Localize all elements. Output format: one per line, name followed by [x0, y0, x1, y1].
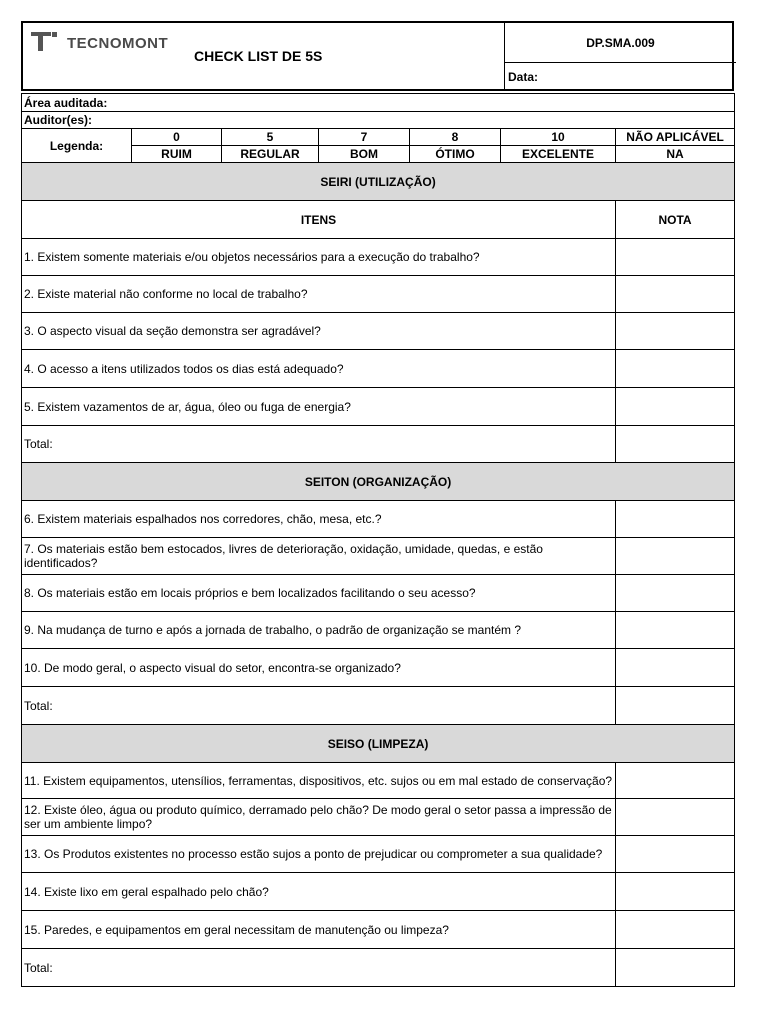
- score-input-cell[interactable]: [616, 612, 735, 649]
- area-field[interactable]: [22, 94, 735, 112]
- checklist-item-row: [22, 763, 735, 799]
- checklist-question: 7. Os materiais estão bem estocados, livres de deterioração, oxidação, umidade, quedas, e estão identificados?: [22, 538, 616, 575]
- score-input-cell[interactable]: [616, 239, 735, 276]
- score-input-cell[interactable]: [616, 649, 735, 687]
- score-input-cell[interactable]: [616, 388, 735, 426]
- checklist-question: 6. Existem materiais espalhados nos corredores, chão, mesa, etc.?: [22, 501, 616, 538]
- legend-score: 7: [319, 129, 410, 146]
- score-input-cell[interactable]: [616, 276, 735, 313]
- score-input-cell[interactable]: [616, 350, 735, 388]
- checklist-question: 3. O aspecto visual da seção demonstra ser agradável?: [22, 313, 616, 350]
- checklist-item-row: [22, 239, 735, 276]
- section-header-row: [22, 163, 735, 201]
- checklist-item-row: [22, 873, 735, 911]
- checklist-item-row: [22, 313, 735, 350]
- auditor-label: Auditor(es):: [24, 113, 92, 127]
- document-title: CHECK LIST DE 5S: [194, 48, 323, 64]
- legend-name: EXCELENTE: [501, 146, 616, 163]
- legend-name: BOM: [319, 146, 410, 163]
- score-input-cell[interactable]: [616, 313, 735, 350]
- document-header: [21, 21, 734, 91]
- checklist-item-row: [22, 538, 735, 575]
- checklist-item-row: [22, 649, 735, 687]
- total-score-cell[interactable]: [616, 949, 735, 987]
- checklist-question: 4. O acesso a itens utilizados todos os dias está adequado?: [22, 350, 616, 388]
- checklist-item-row: [22, 911, 735, 949]
- legend-name: NA: [616, 146, 735, 163]
- legend-score: 10: [501, 129, 616, 146]
- checklist-question: 15. Paredes, e equipamentos em geral necessitam de manutenção ou limpeza?: [22, 911, 616, 949]
- score-input-cell[interactable]: [616, 836, 735, 873]
- legend-score: NÃO APLICÁVEL: [616, 129, 735, 146]
- checklist-question: 5. Existem vazamentos de ar, água, óleo ou fuga de energia?: [22, 388, 616, 426]
- checklist-table: [21, 93, 735, 987]
- auditor-field[interactable]: [22, 112, 735, 129]
- total-label: Total:: [22, 687, 616, 725]
- checklist-item-row: [22, 388, 735, 426]
- checklist-question: 2. Existe material não conforme no local de trabalho?: [22, 276, 616, 313]
- area-row: [22, 94, 735, 112]
- total-score-cell[interactable]: [616, 426, 735, 463]
- score-input-cell[interactable]: [616, 575, 735, 612]
- total-row: [22, 426, 735, 463]
- total-row: [22, 949, 735, 987]
- document-code: DP.SMA.009: [505, 23, 736, 63]
- checklist-item-row: [22, 350, 735, 388]
- tecnomont-logo-icon: [29, 29, 59, 53]
- date-field[interactable]: [505, 63, 736, 91]
- legend-score: 5: [222, 129, 319, 146]
- total-label: Total:: [22, 949, 616, 987]
- legend-name: RUIM: [132, 146, 222, 163]
- score-input-cell[interactable]: [616, 911, 735, 949]
- checklist-item-row: [22, 276, 735, 313]
- legend-label: Legenda:: [22, 129, 132, 163]
- total-score-cell[interactable]: [616, 687, 735, 725]
- checklist-question: 10. De modo geral, o aspecto visual do setor, encontra-se organizado?: [22, 649, 616, 687]
- section-title: SEIRI (UTILIZAÇÃO): [22, 163, 735, 201]
- legend-scores-row: [22, 129, 735, 146]
- section-header-row: [22, 725, 735, 763]
- score-input-cell[interactable]: [616, 799, 735, 836]
- items-column-header: ITENS: [22, 201, 616, 239]
- section-header-row: [22, 463, 735, 501]
- total-label: Total:: [22, 426, 616, 463]
- score-input-cell[interactable]: [616, 538, 735, 575]
- checklist-item-row: [22, 612, 735, 649]
- section-title: SEITON (ORGANIZAÇÃO): [22, 463, 735, 501]
- checklist-item-row: [22, 575, 735, 612]
- checklist-question: 13. Os Produtos existentes no processo estão sujos a ponto de prejudicar ou comprometer a sua qualidade?: [22, 836, 616, 873]
- auditor-row: [22, 112, 735, 129]
- checklist-item-row: [22, 799, 735, 836]
- legend-score: 0: [132, 129, 222, 146]
- checklist-question: 8. Os materiais estão em locais próprios e bem localizados facilitando o seu acesso?: [22, 575, 616, 612]
- score-input-cell[interactable]: [616, 763, 735, 799]
- column-header-row: [22, 201, 735, 239]
- checklist-item-row: [22, 836, 735, 873]
- legend-name: REGULAR: [222, 146, 319, 163]
- checklist-question: 14. Existe lixo em geral espalhado pelo chão?: [22, 873, 616, 911]
- date-label: Data:: [508, 70, 539, 84]
- logo-title-cell: [23, 23, 505, 91]
- checklist-question: 12. Existe óleo, água ou produto químico, derramado pelo chão? De modo geral o setor passa a impressão de ser um ambiente limpo?: [22, 799, 616, 836]
- area-label: Área auditada:: [24, 95, 108, 110]
- section-title: SEISO (LIMPEZA): [22, 725, 735, 763]
- company-name: TECNOMONT: [67, 35, 169, 52]
- score-input-cell[interactable]: [616, 873, 735, 911]
- checklist-question: 11. Existem equipamentos, utensílios, ferramentas, dispositivos, etc. sujos ou em mal estado de conservação?: [22, 763, 616, 799]
- legend-score: 8: [410, 129, 501, 146]
- score-input-cell[interactable]: [616, 501, 735, 538]
- checklist-sheet: [21, 21, 734, 987]
- checklist-question: 9. Na mudança de turno e após a jornada de trabalho, o padrão de organização se mantém ?: [22, 612, 616, 649]
- checklist-item-row: [22, 501, 735, 538]
- total-row: [22, 687, 735, 725]
- score-column-header: NOTA: [616, 201, 735, 239]
- checklist-question: 1. Existem somente materiais e/ou objetos necessários para a execução do trabalho?: [22, 239, 616, 276]
- legend-name: ÓTIMO: [410, 146, 501, 163]
